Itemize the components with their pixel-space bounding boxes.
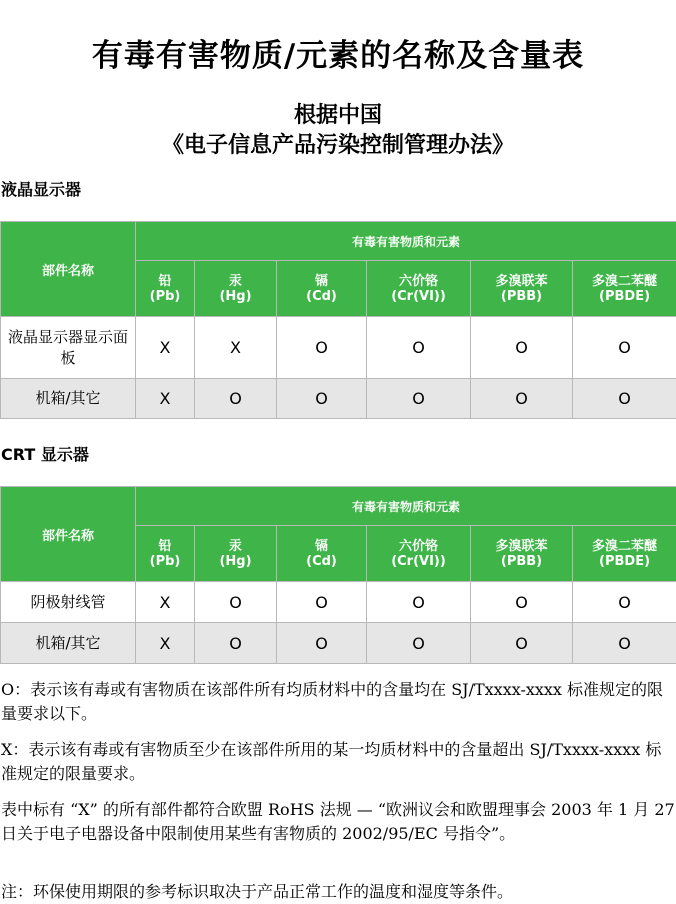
column-header-pbde (573, 526, 676, 582)
column-symbol: (Hg) (219, 553, 252, 569)
column-name: 铅 (158, 273, 172, 289)
part-name-cell: 机箱/其它 (1, 379, 136, 419)
column-symbol: (Cd) (306, 288, 337, 304)
column-symbol: (Cr(VI)) (391, 553, 446, 569)
column-name: 铅 (158, 538, 172, 554)
mark-cell: O (471, 623, 573, 664)
mark-cell: O (367, 317, 471, 379)
mark-cell: O (471, 317, 573, 379)
mark-cell: X (136, 317, 195, 379)
column-header-pb (136, 526, 195, 582)
mark-cell: O (195, 582, 277, 623)
column-name: 多溴联苯 (495, 538, 548, 554)
mark-cell: X (136, 379, 195, 419)
mark-cell: O (471, 379, 573, 419)
part-name-header: 部件名称 (1, 487, 136, 582)
mark-cell: O (367, 623, 471, 664)
column-header-hg (195, 261, 277, 317)
part-name-header: 部件名称 (1, 222, 136, 317)
mark-cell: X (195, 317, 277, 379)
column-symbol: (PBB) (500, 553, 543, 569)
mark-cell: O (367, 582, 471, 623)
substance-group-header: 有毒有害物质和元素 (136, 222, 676, 261)
page-title: 有毒有害物质/元素的名称及含量表 (91, 38, 585, 74)
column-header-pbb (471, 526, 573, 582)
mark-cell: O (367, 379, 471, 419)
note-rohs: 表中标有 “X” 的所有部件都符合欧盟 RoHS 法规 — “欧洲议会和欧盟理事会 2003 年 1 月 27 日关于电子电器设备中限制使用某些有害物质的 2002/95/EC 号指令”。 (1, 800, 675, 843)
mark-cell: O (573, 317, 676, 379)
subtitle-line-1: 根据中国 (293, 103, 382, 128)
part-name-cell: 机箱/其它 (1, 623, 136, 664)
column-symbol: (PBDE) (599, 553, 651, 569)
column-name: 六价铬 (398, 538, 438, 554)
mark-cell: X (136, 623, 195, 664)
column-name: 汞 (228, 273, 242, 289)
column-symbol: (PBB) (500, 288, 543, 304)
table-row (1, 379, 676, 419)
mark-cell: O (573, 623, 676, 664)
table-row (1, 582, 676, 623)
table-row (1, 623, 676, 664)
note-o-symbol: O：表示该有毒或有害物质在该部件所有均质材料中的含量均在 SJ/Txxxx-xxxx 标准规定的限量要求以下。 (1, 680, 664, 723)
column-symbol: (Pb) (149, 553, 181, 569)
section-label-crt: CRT 显示器 (1, 445, 89, 464)
column-header-pbde (573, 261, 676, 317)
column-name: 多溴二苯醚 (592, 538, 658, 554)
mark-cell: O (277, 582, 367, 623)
column-symbol: (Cd) (306, 553, 337, 569)
column-name: 汞 (228, 538, 242, 554)
part-name-cell: 液晶显示器显示面板 (1, 317, 136, 379)
mark-cell: O (471, 582, 573, 623)
substance-table-crt (0, 486, 676, 664)
mark-cell: X (136, 582, 195, 623)
column-symbol: (Hg) (219, 288, 252, 304)
section-label-lcd: 液晶显示器 (1, 180, 82, 199)
mark-cell: O (573, 582, 676, 623)
column-name: 镉 (314, 273, 328, 289)
column-symbol: (PBDE) (599, 288, 651, 304)
note-x-symbol: X：表示该有毒或有害物质至少在该部件所用的某一均质材料中的含量超出 SJ/Txxxx-xxxx 标准规定的限量要求。 (1, 740, 662, 783)
mark-cell: O (195, 623, 277, 664)
mark-cell: O (277, 379, 367, 419)
mark-cell: O (195, 379, 277, 419)
column-header-hg (195, 526, 277, 582)
note-environment: 注：环保使用期限的参考标识取决于产品正常工作的温度和湿度等条件。 (1, 882, 514, 901)
subtitle-line-2: 《电子信息产品污染控制管理办法》 (161, 133, 514, 158)
substance-group-header: 有毒有害物质和元素 (136, 487, 676, 526)
column-header-cd (277, 526, 367, 582)
column-name: 多溴联苯 (495, 273, 548, 289)
mark-cell: O (573, 379, 676, 419)
column-symbol: (Cr(VI)) (391, 288, 446, 304)
substance-table-lcd (0, 221, 676, 419)
column-name: 镉 (314, 538, 328, 554)
table-row (1, 317, 676, 379)
column-header-pbb (471, 261, 573, 317)
column-header-cd (277, 261, 367, 317)
mark-cell: O (277, 317, 367, 379)
column-name: 六价铬 (398, 273, 438, 289)
column-name: 多溴二苯醚 (592, 273, 658, 289)
column-header-cr6 (367, 526, 471, 582)
column-header-cr6 (367, 261, 471, 317)
mark-cell: O (277, 623, 367, 664)
column-symbol: (Pb) (149, 288, 181, 304)
column-header-pb (136, 261, 195, 317)
part-name-cell: 阴极射线管 (1, 582, 136, 623)
